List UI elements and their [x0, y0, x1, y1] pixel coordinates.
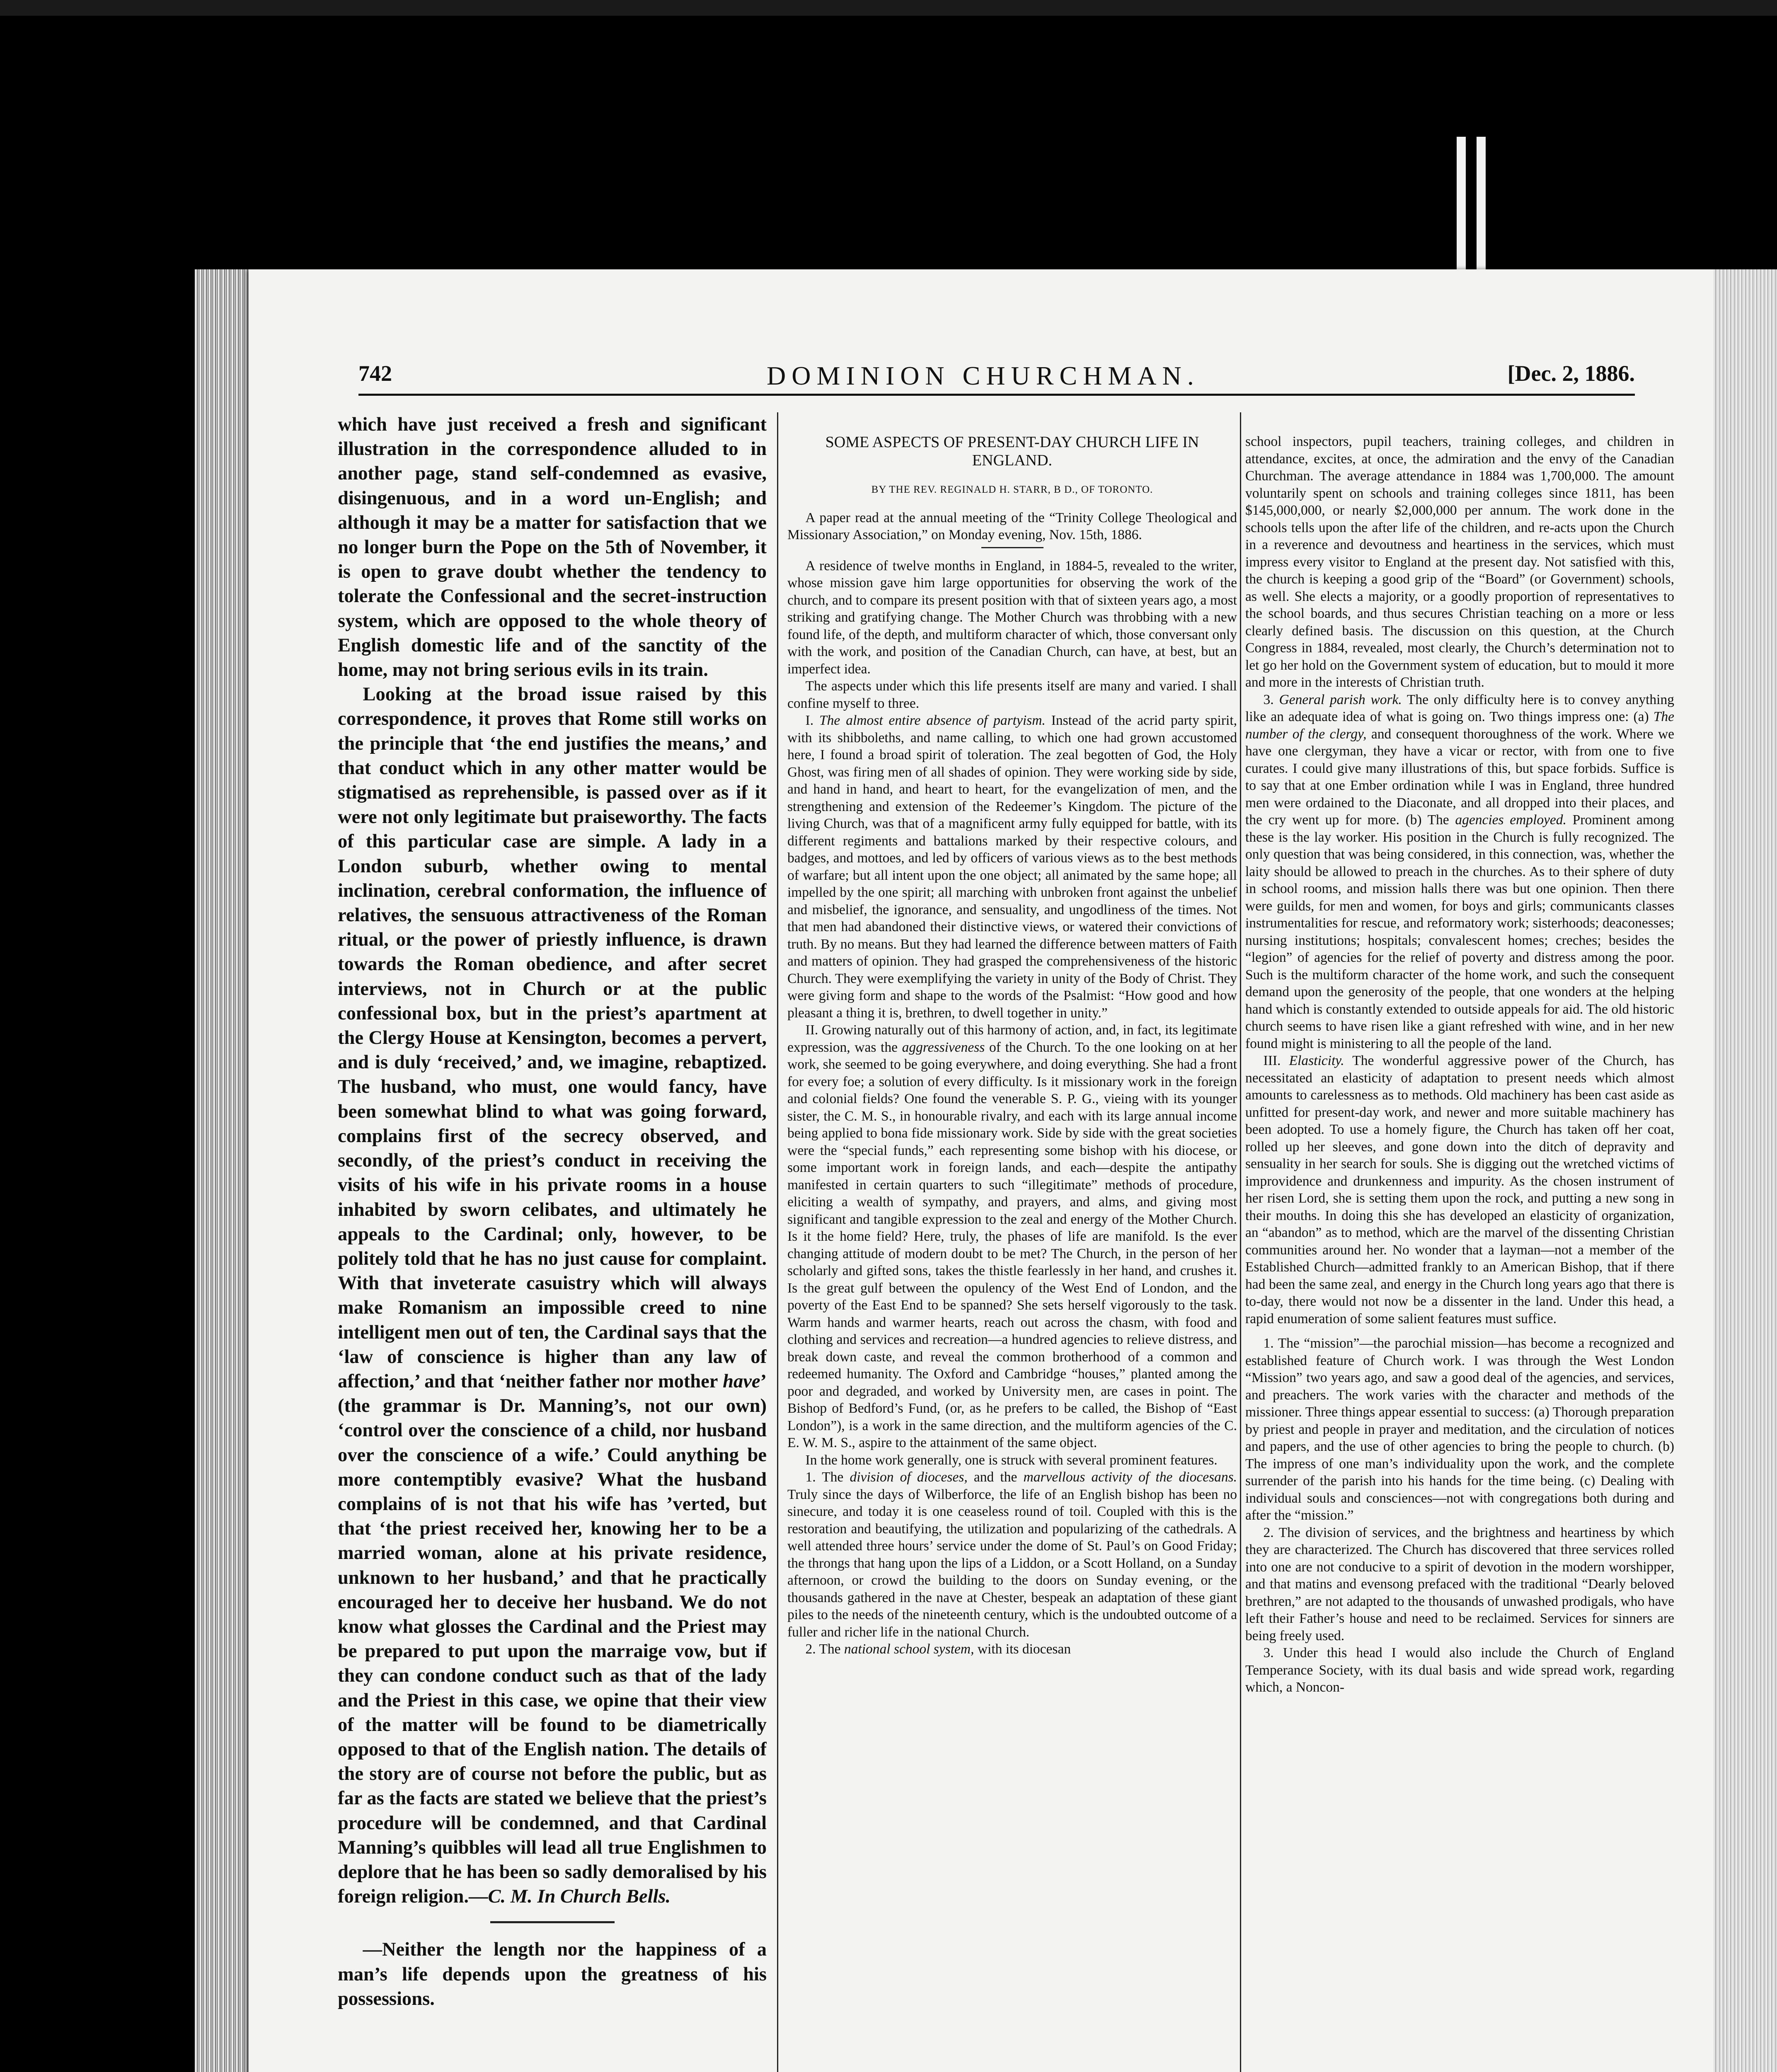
- page-number: 742: [358, 361, 392, 386]
- article-credit: C. M. In Church Bells.: [488, 1886, 671, 1907]
- emphasis: national school system,: [844, 1641, 974, 1657]
- article-intro: A paper read at the annual meeting of the “Trinity College Theological and Missionary Association,” on Monday evening, Nov. 15th, 1886.: [787, 510, 1237, 542]
- spacer: [1245, 1327, 1674, 1335]
- paragraph: 1. The “mission”—the parochial mission—has become a recognized and established feature of Church work. I was through the West London “Mission” two years ago, and saw a good deal of the agencies, and services, and preachers. The work varies with the character and methods of the missioner. Three things appear essential to success: (a) Thorough preparation by priest and people in prayer and meditation, and the circulation of notices and papers, and the use of other agencies to bring the people to church. (b) The impress of one man’s individuality upon the work, and the complete surrender of the parish into his hands for the time being. (c) Dealing with individual souls and consciences—not with congregations both during and after the “mission.”: [1245, 1336, 1674, 1523]
- article-end-rule: [490, 1921, 615, 1923]
- paragraph: The aspects under which this life presents itself are many and varied. I shall confine myself to three.: [787, 678, 1237, 711]
- paragraph-text: and consequent thoroughness of the work. Where we have one clergyman, they have a vicar or rector, with from one to five curates. I could give many illustrations of this, but space forbids. Suffice is to say that at one Ember ordination while I was in England, three hundred men were ordained to the Diaconate, and all dropped into their places, and the cry went up for more. (b) The: [1245, 726, 1674, 828]
- paragraph: [787, 1469, 1237, 1641]
- issue-date: [Dec. 2, 1886.: [1507, 361, 1635, 386]
- paragraph-text: Looking at the broad issue raised by this correspondence, it proves that Rome still works on the principle that ‘the end justifies the means,’ and that conduct which in any other matter would be stigmatised as reprehensible, is passed over as if it were not only legitimate but praiseworthy. The facts of this particular case are simple. A lady in a London suburb, whether owing to mental inclination, cerebral conformation, the influence of relatives, the sensuous attractiveness of the Roman ritual, or the power of priestly influence, is drawn towards the Roman obedience, and after secret interviews, not in Church or at the public confessional box, but in the priest’s apartment at the Clergy House at Kensington, becomes a pervert, and is duly ‘received,’ and, we imagine, rebaptized. The husband, who must, one would fancy, have been somewhat blind to what was going forward, complains first of the secrecy observed, and secondly, of the priest’s conduct in receiving the visits of his wife in his private rooms in a house inhabited by sworn celibates, and ultimately he appeals to the Cardinal; only, however, to be politely told that he has no just cause for complaint. With that inveterate casuistry which will always make Romanism an impossible creed to nine intelligent men out of ten, the Cardinal says that the ‘law of conscience is higher than any law of affection,’ and that ‘neither father nor mother: [338, 684, 767, 1392]
- paragraph: school inspectors, pupil teachers, training colleges, and children in attendance, excites, at once, the admiration and the envy of the Canadian Churchman. The average attendance in 1884 was 1,700,000. The amount voluntarily spent on schools and training colleges since 1811, has been $145,000,000, or nearly $2,000,000 per annum. The work done in the schools tells upon the after life of the children, and re-acts upon the Church in a reverence and devoutness and heartiness in the services, which must impress every visitor to England at the present day. Not satisfied with this, the church is keeping a good grip of the “Board” (or Government) schools, as well. She elects a majority, or a goodly proportion of representatives to the school boards, and thus secures Christian teaching on a more or less clearly defined basis. The discussion on this question, at the Church Congress in 1884, revealed, most clearly, the Church’s determination not to let go her hold on the Government system of education, but to mould it more and more in the interests of Christian truth.: [1245, 434, 1674, 690]
- paragraph: [787, 1641, 1237, 1658]
- section-number: I.: [805, 713, 814, 728]
- emphasis: aggressiveness: [902, 1039, 985, 1055]
- article-title: SOME ASPECTS OF PRESENT-DAY CHURCH LIFE IN ENGLAND.: [825, 433, 1199, 469]
- paragraph: which have just received a fresh and significant illustration in the correspondence alluded to in another page, stand self-condemned as evasive, disingenuous, and in a word un-English; and although it may be a matter for satisfaction that we no longer burn the Pope on the 5th of November, it is open to grave doubt whether the tendency to tolerate the Confessional and the secret-instruction system, which are opposed to the whole theory of English domestic life and of the sanctity of the home, may not bring serious evils in its train.: [338, 414, 767, 681]
- column-right: [1245, 433, 1674, 2072]
- emphasis: The number of the clergy,: [1245, 709, 1674, 742]
- scan-top-border: [0, 0, 1777, 16]
- paragraph-text: Truly since the days of Wilberforce, the life of an English bishop has been no sinecure, and today it is one ceaseless round of toil. Coupled with this is the restoration and beautifying, the utilization and popularizing of the cathedrals. A well attended three hours’ service under the dome of St. Paul’s on Good Friday; the throngs that hang upon the lips of a Liddon, or a Scott Holland, on a Sunday afternoon, or crowd the building to the doors on Sunday evening, or the thousands gathered in the nave at Chester, bespeak an adaptation of these giant piles to the needs of the nineteenth century, which is the undoubted outcome of a fuller and richer life in the national Church.: [787, 1486, 1237, 1640]
- article-byline: BY THE REV. REGINALD H. STARR, B D., OF TORONTO.: [871, 484, 1153, 495]
- paragraph-text: The wonderful aggressive power of the Church, has necessitated an elasticity of adaptation to present needs which almost amounts to carelessness as to methods. Old machinery has been cast aside as unfitted for present-day work, and newer and more suitable machinery has been adopted. To use a homely figure, the Church has taken off her coat, rolled up her sleeves, and gone down into the ditch of depravity and sensuality in her search for souls. She is digging out the wretched victims of improvidence and drunkenness and impurity. As the chosen instrument of her risen Lord, she is setting them upon the rock, and putting a new song in their mouths. In doing this she has developed an elasticity of organization, an “abandon” as to method, which are the marvel of the dissenting Christian communities around her. No wonder that a layman—not a member of the Established Church—admitted frankly to an American Bishop, that if there had been the same zeal, and energy in the Church long years ago that there is to-day, there would not now be a dissenter in the land. Under this head, a rapid enumeration of some salient features must suffice.: [1245, 1053, 1674, 1326]
- paragraph-text: II. Growing naturally out of this harmony of action, and, in fact, its legitimate expression, was the: [787, 1022, 1237, 1055]
- paragraph-text: ’ (the grammar is Dr. Manning’s, not our own) ‘control over the conscience of a child, nor husband over the conscience of a wife.’ Could anything be more contemptibly evasive? What the husband complains of is not that his wife has ’verted, but that ‘the priest received her, knowing her to be a married woman, alone at his private residence, unknown to her husband,’ and that he practically encouraged her to deceive her husband. We do not know what glosses the Cardinal and the Priest may be prepared to put upon the marraige vow, but if they can condone conduct such as that of the lady and the Priest in this case, we opine that their view of the matter will be found to be diametrically opposed to that of the English nation. The details of the story are of course not before the public, but as far as the facts are stated we believe that the priest’s procedure will be condemned, and that Cardinal Manning’s quibbles will lead all true Englishmen to deplore that he has been so sadly demoralised by his foreign religion.—: [338, 1370, 767, 1907]
- column-divider: [1240, 412, 1241, 2072]
- paragraph: 3. Under this head I would also include the Church of England Temperance Society, with its dual basis and wide spread work, regarding which, a Noncon-: [1245, 1645, 1674, 1695]
- paragraph: [787, 1021, 1237, 1452]
- intro-rule: [981, 547, 1043, 548]
- paragraph: [1245, 1052, 1674, 1327]
- emphasis: General parish work.: [1279, 692, 1402, 707]
- emphasis: Elasticity.: [1289, 1053, 1344, 1068]
- paragraph: —Neither the length nor the happiness of a man’s life depends upon the greatness of his possessions.: [338, 1939, 767, 2009]
- emphasis: marvellous activity of the diocesans.: [1023, 1469, 1237, 1485]
- page-header: [358, 361, 1635, 390]
- paragraph-text: Instead of the acrid party spirit, with its shibboleths, and name calling, to which one had grown accustomed here, I found a broad spirit of toleration. The zeal begotten of God, the Holy Ghost, was firing men of all shades of opinion. They were working side by side, and hand in hand, and heart to heart, for the evangelization of men, and the strengthening and extension of the Redeemer’s Kingdom. The picture of the living Church, was that of a magnificent army fully equipped for battle, with its different regiments and battalions marked by their respective colours, and badges, and mottoes, and led by officers of various views as to the best methods of warfare; but all intent upon the one object; all animated by the same hope; all impelled by the one spirit; all marching with unbroken front against the unbelief and misbelief, the ignorance, and sensuality, and ungodliness of the times. Not that men had abandoned their distinctive views, or watered their convictions of truth. By no means. But they had learned the difference between matters of Faith and matters of opinion. They had grasped the comprehensiveness of the historic Church. They were exemplifying the variety in unity of the Body of Christ. They were giving form and shape to the words of the Psalmist: “How good and how pleasant a thing it is, brethren, to dwell together in unity.”: [787, 713, 1237, 1021]
- paragraph-text: of the Church. To the one looking on at her work, she seemed to be going everywhere, and doing everything. She had a front for every foe; a solution of every difficulty. Is it missionary work in the foreign and colonial fields? One found the venerable S. P. G., vieing with its younger sister, the C. M. S., in honourable rivalry, and each with its large annual income being applied to bona fide missionary work. Side by side with the great societies were the “special funds,” each representing some bishop with his diocese, or some important work in foreign lands, and each—despite the antipathy manifested in certain quarters to such “illegitimate” methods of procedure, eliciting a wealth of sympathy, and prayers, and alms, and giving most significant and tangible expression to the zeal and energy of the Mother Church. Is it the home field? Here, truly, the phases of life are manifold. Is the ever changing attitude of modern doubt to be met? The Church, in the person of her scholarly and gifted sons, takes the thistle fearlessly in her hand, and crushes it. Is the great gulf between the opulency of the West End of London, and the poverty of the East End to be spanned? She sets herself vigorously to the task. Warm hands and warmer hearts, reach out across the chasm, with food and clothing and services and recreation—a hundred agencies to relieve distress, and break down caste, and reveal the common brotherhood of a common and redeemed humanity. The Oxford and Cambridge “houses,” planted among the poor and degraded, and worked by University men, are cases in point. The Bishop of Bedford’s Fund, (or, as he prefers to be called, the Bishop of “East London”), is a work in the same direction, and the multiform agencies of the C. E. W. M. S., aspire to the attainment of the same object.: [787, 1039, 1237, 1450]
- section-number: 3.: [1263, 692, 1274, 707]
- emphasis: division of dioceses,: [850, 1469, 968, 1485]
- newspaper-page: [249, 269, 1714, 2072]
- emphasis: The almost entire absence of partyism.: [819, 713, 1046, 728]
- column-divider: [777, 412, 778, 2072]
- emphasis: have: [723, 1370, 760, 1392]
- paragraph-text: 1. The: [805, 1469, 844, 1485]
- paragraph: [787, 712, 1237, 1021]
- paragraph: In the home work generally, one is struck with several prominent features.: [805, 1452, 1218, 1468]
- paragraph: [338, 682, 767, 1909]
- column-left: [338, 412, 767, 2072]
- paragraph-text: Prominent among these is the lay worker. His position in the Church is fully recognized. The only question that was being considered, in this connection, was, whether the laity should be allowed to preach in the churches. As to their sphere of duty in school rooms, and mission halls there was but one opinion. Then there were guilds, for men and women, for boys and girls; communicants classes instrumentalities for rescue, and reformatory work; sisterhoods; deaconesses; nursing institutions; hospitals; convalescent homes; creches; besides the “legion” of agencies for the relief of poverty and distress among the poor. Such is the multiform character of the home work, and such the consequent demand upon the generosity of the people, that one wonders at the helping hand which is constantly extended to outside appeals for aid. The old historic church seems to have risen like a giant refreshed with wine, and in her new found might is ministering to all the people of the land.: [1245, 812, 1674, 1051]
- column-middle: [787, 433, 1237, 2072]
- emphasis: agencies employed.: [1455, 812, 1566, 828]
- masthead-title: DOMINION CHURCHMAN.: [767, 361, 1200, 390]
- paragraph-text: 2. The: [805, 1641, 841, 1657]
- paragraph: A residence of twelve months in England, in 1884-5, revealed to the writer, whose mission gave him large opportunities for observing the work of the church, and to compare its present position with that of sixteen years ago, a most striking and gratifying change. The Mother Church was throbbing with a new found life, of the depth, and multiform character of which, those conversant only with the work, and position of the Canadian Church, can have, at best, but an imperfect idea.: [787, 558, 1237, 677]
- section-number: III.: [1263, 1053, 1281, 1068]
- paragraph-text: The only difficulty here is to convey anything like an adequate idea of what is going on. Two things impress one: (a): [1245, 692, 1674, 724]
- paragraph: 2. The division of services, and the brightness and heartiness by which they are characterized. The Church has discovered that three services rolled into one are not conducive to a spirit of devotion in the modern worshipper, and that matins and evensong prefaced with the traditional “Dearly beloved brethren,” are not adapted to the thousands of unwashed prodigals, who have left their Father’s house and need to be reclaimed. Services for sinners are being freely used.: [1245, 1525, 1674, 1644]
- paragraph-text: with its diocesan: [977, 1641, 1071, 1657]
- paragraph-text: and the: [973, 1469, 1017, 1485]
- header-rule: [358, 394, 1635, 396]
- book-right-edge: [1714, 269, 1777, 2072]
- paragraph: [1245, 691, 1674, 1053]
